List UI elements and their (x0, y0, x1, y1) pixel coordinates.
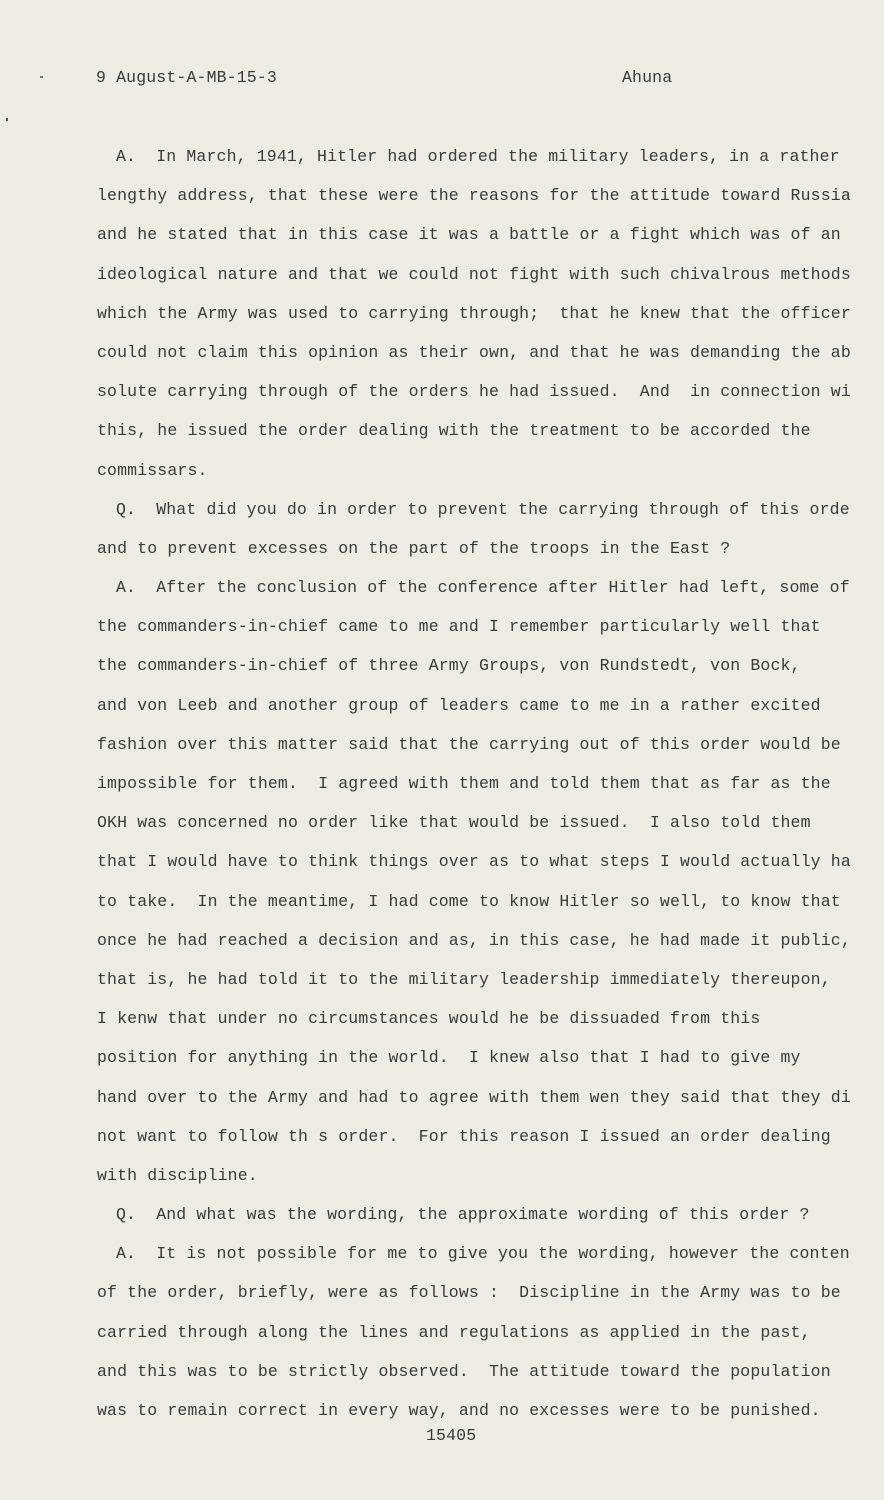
text-line: hand over to the Army and had to agree with them wen they said that they di (97, 1087, 851, 1107)
text-line: with discipline. (97, 1165, 258, 1185)
text-line: the commanders-in-chief of three Army Groups, von Rundstedt, von Bock, (97, 656, 801, 676)
text-line: OKH was concerned no order like that would be issued. I also told them (97, 813, 811, 833)
text-line: Q. And what was the wording, the approximate wording of this order ? (116, 1205, 810, 1225)
text-line: carried through along the lines and regulations as applied in the past, (97, 1322, 811, 1342)
text-line: A. In March, 1941, Hitler had ordered the military leaders, in a rather (116, 147, 840, 166)
text-line: was to remain correct in every way, and no excesses were to be punished. (97, 1401, 821, 1420)
text-line: not want to follow th s order. For this reason I issued an order dealing (97, 1126, 831, 1146)
text-line: and to prevent excesses on the part of the troops in the East ? (97, 538, 731, 558)
text-line: commissars. (97, 460, 208, 480)
text-line: and this was to be strictly observed. The attitude toward the population (97, 1361, 831, 1381)
translator-name: Ahuna (622, 68, 673, 87)
text-line: impossible for them. I agreed with them and told them that as far as the (97, 774, 831, 793)
text-line: I kenw that under no circumstances would he be dissuaded from this (97, 1009, 761, 1029)
text-line: position for anything in the world. I knew also that I had to give my (97, 1048, 801, 1068)
text-line: could not claim this opinion as their own, and that he was demanding the ab (97, 342, 851, 362)
text-line: fashion over this matter said that the carrying out of this order would be (97, 734, 841, 754)
text-line: Q. What did you do in order to prevent the carrying through of this orde (116, 499, 850, 519)
text-line: the commanders-in-chief came to me and I remember particularly well that (97, 617, 821, 637)
text-line: once he had reached a decision and as, in this case, he had made it public, (97, 930, 851, 950)
text-line: that I would have to think things over as to what steps I would actually ha (97, 852, 851, 872)
text-line: to take. In the meantime, I had come to know Hitler so well, to know that (97, 891, 841, 911)
text-line: which the Army was used to carrying through; that he knew that the officer (97, 303, 851, 323)
text-line: and he stated that in this case it was a battle or a fight which was of an (97, 225, 841, 245)
text-line: ideological nature and that we could not fight with such chivalrous methods (97, 264, 851, 284)
text-line: of the order, briefly, were as follows : Discipline in the Army was to be (97, 1283, 841, 1303)
text-line: A. After the conclusion of the conference after Hitler had left, some of (116, 578, 850, 598)
text-line: this, he issued the order dealing with the treatment to be accorded the (97, 421, 811, 441)
text-line: lengthy address, that these were the reasons for the attitude toward Russia (97, 186, 851, 206)
text-line: and von Leeb and another group of leaders came to me in a rather excited (97, 695, 821, 715)
text-line: A. It is not possible for me to give you the wording, however the conten (116, 1244, 850, 1264)
margin-mark (6, 118, 8, 121)
page-number: 15405 (426, 1426, 477, 1445)
margin-mark (40, 76, 43, 78)
text-line: that is, he had told it to the military leadership immediately thereupon, (97, 969, 831, 989)
document-reference: 9 August-A-MB-15-3 (96, 68, 277, 87)
transcript-body (97, 146, 877, 1439)
text-line: solute carrying through of the orders he had issued. And in connection wi (97, 382, 851, 402)
